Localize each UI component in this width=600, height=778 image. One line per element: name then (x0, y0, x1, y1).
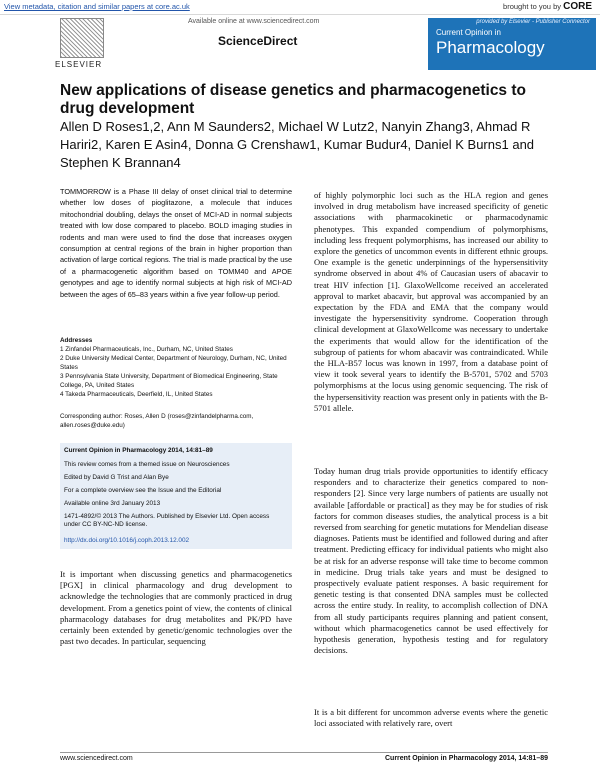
page-footer (60, 752, 548, 762)
body-right-paragraph-1: of highly polymorphic loci such as the HLA region and genes involved in drug metabolism have increased specificity of genetic associations with pharmacokinetic or pharmacodynamic phenotypes. This expanded compendium of polymorphisms, including less frequent polymorphisms, has increased our ability to explore the genetics of uncommon events in different ethnic groups. One example is the genetic underpinnings of the hypersensitivity syndrome observed in about 4% of Caucasian users of abacavir to treat HIV infection [1]. GlaxoWellcome received an accelerated approval to market abacavir, but approval was accompanied by an expectation by the FDA and EMA that the company would investigate the hypersensitivity syndrome. Cooperation through clinical development at GlaxoWellcome was necessary to undertake the experiments that would allow for the identification of the subgroup of patients for whom abacavir was contraindicated. While the HLA-B57 locus was known in 1997, from a database point of view it took several years to identify the B-5701, 5702 and 5703 polymorphisms at the locus using genomic sequencing. The risk of the hypersensitivity reaction was present only in patients with the B-5701 allele. (314, 190, 548, 413)
address-item: 2 Duke University Medical Center, Department of Neurology, Durham, NC, United States (60, 355, 287, 371)
footer-citation: Current Opinion in Pharmacology 2014, 14:81–89 (385, 755, 548, 762)
provided-by-text: provided by Elsevier - Publisher Connector (476, 19, 590, 25)
journal-citation: Current Opinion in Pharmacology 2014, 14:81–89 (64, 447, 213, 454)
journal-title-line2: Pharmacology (436, 38, 545, 57)
address-item: 4 Takeda Pharmaceuticals, Deerfield, IL, United States (60, 391, 213, 398)
edited-by-text: Edited by David G Trist and Alan Bye (64, 474, 169, 481)
article-title: New applications of disease genetics and pharmacogenetics to drug development (60, 82, 526, 117)
view-metadata-link[interactable]: View metadata, citation and similar papers at core.ac.uk (4, 2, 190, 11)
elsevier-tree-logo (60, 18, 104, 58)
author-list: Allen D Roses1,2, Ann M Saunders2, Michael W Lutz2, Nanyin Zhang3, Ahmad R Hariri2, Karen E Asin4, Donna G Crenshaw1, Kumar Budur4, Daniel K Burns1 and Stephen K Brannan4 (60, 119, 535, 170)
top-bar (0, 0, 600, 15)
body-left-column: It is important when discussing genetics and pharmacogenetics [PGX] in clinical pharmacology and drug development to acknowledge the technologies that are commonly practiced in drug development. From a genetics point of view, the contents of clinical pharmacology databases for drug metabolites and PK/PD have certainly been extended by genetic/genomic technologies over the past two decades. In particular, sequencing (60, 569, 292, 647)
core-logo-text: CORE (563, 1, 592, 12)
body-right-paragraph-3: It is a bit different for uncommon adverse events where the genetic loci associated with relatively rare, overt (314, 707, 548, 729)
core-badge[interactable] (503, 1, 592, 12)
elsevier-wordmark: ELSEVIER (55, 60, 103, 69)
address-item: 3 Pennsylvania State University, Department of Biomedical Engineering, State College, PA, United States (60, 373, 278, 389)
brought-by-text: brought to you by (503, 2, 561, 11)
themed-issue-text: This review comes from a themed issue on Neurosciences (64, 461, 230, 468)
journal-title-line1: Current Opinion in (436, 28, 501, 37)
journal-banner (428, 18, 596, 70)
article-info-box (60, 443, 292, 549)
overview-text[interactable]: For a complete overview see the Issue and the Editorial (64, 487, 222, 494)
sciencedirect-logo: ScienceDirect (218, 34, 298, 48)
footer-website[interactable]: www.sciencedirect.com (60, 755, 133, 762)
body-right-paragraph-2: Today human drug trials provide opportunities to identify efficacy responders and to characterize their genetics compared to non-responders [2]. Since very large numbers of patients are usually not available [affordable or practical] as they may be for studies of risk factors for common diseases studies, the analytical process is a bit reversed from searching for genetic mutations for Mendelian disease diagnoses. Patients must be identified and followed during and after treatment. Predicting efficacy for individual patients who might also be at risk for an adverse response will take time to become common in medicine. Drug trials take years and must be designed to prospectively evaluate patient responses. A basic requirement for genetic testing is that consented DNA samples must be collected across the entire study. In reality, to accomplish collection of DNA from all study participants requires planning and patient consent, without which pharmacogenetics cannot be used effectively for hypothesis generation, hypothesis testing and for regulatory decisions. (314, 466, 548, 656)
copyright-text: 1471-4892/© 2013 The Authors. Published by Elsevier Ltd. Open access under CC BY-NC-ND license. (64, 513, 270, 528)
addresses-heading: Addresses (60, 337, 93, 344)
address-item: 1 Zinfandel Pharmaceuticals, Inc., Durham, NC, United States (60, 346, 233, 353)
available-date: Available online 3rd January 2013 (64, 500, 161, 507)
corresponding-author: Corresponding author: Roses, Allen D (roses@zinfandelpharma.com, allen.roses@duke.edu) (60, 413, 254, 429)
addresses (60, 336, 292, 399)
doi-link[interactable]: http://dx.doi.org/10.1016/j.coph.2013.12.002 (64, 537, 190, 544)
available-online-text: Available online at www.sciencedirect.com (188, 18, 320, 25)
abstract: TOMMORROW is a Phase III delay of onset clinical trial to determine whether low doses of pioglitazone, a molecule that induces mitochondrial doubling, delays the onset of MCI-AD in normal subjects treated with low dose compared to placebo. BOLD imaging studies in rodents and man were used to find the dose that increases oxygen consumption at central regions of the brain in higher proportion than activation of large cortical regions. The trial is made practical by the use of a pharmacogenetic algorithm based on TOMM40 and APOE genotypes and age to identify normal subjects at high risk of MCI-AD between the ages of 65–83 years within a five year follow-up period. (60, 187, 292, 299)
